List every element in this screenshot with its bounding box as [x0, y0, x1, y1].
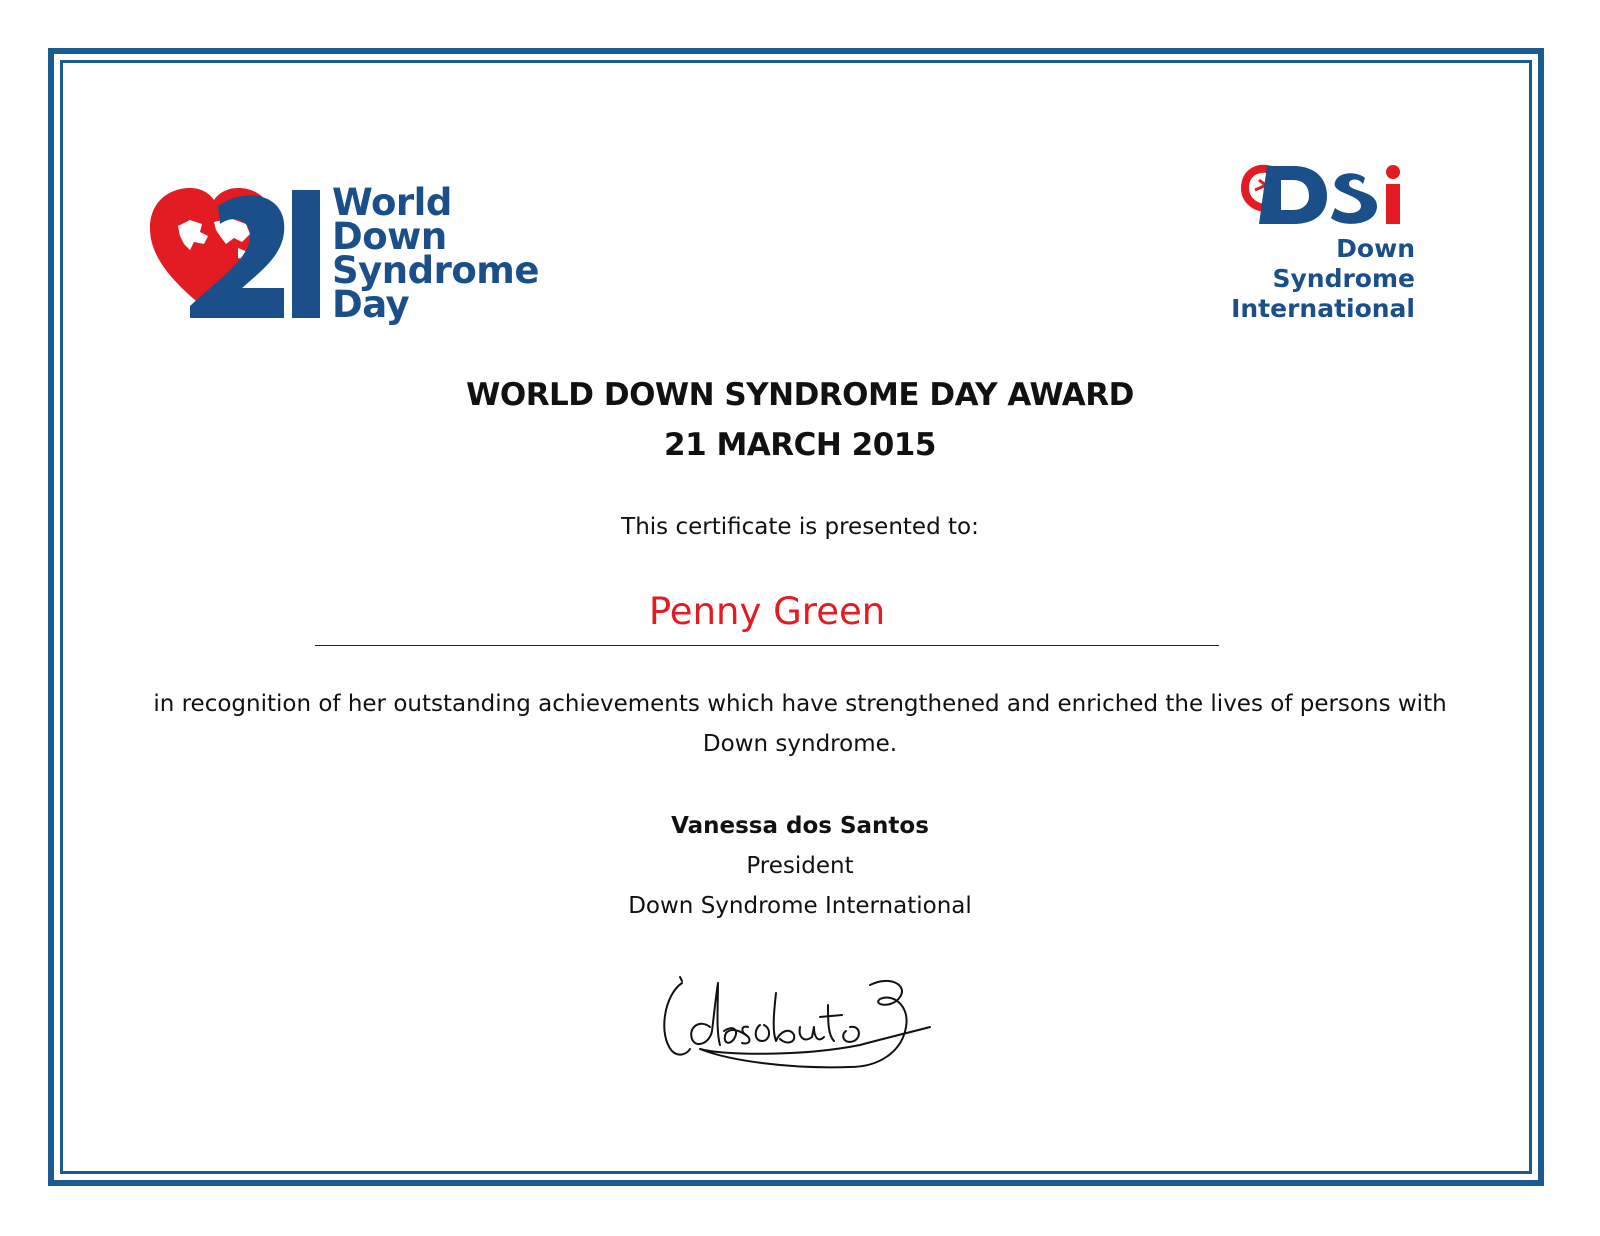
signer-organization: Down Syndrome International: [628, 893, 972, 919]
certificate-title: [60, 370, 1540, 470]
dsi-wordmark: [1231, 234, 1415, 324]
award-date: 21 MARCH 2015: [664, 427, 936, 463]
recognition-text: in recognition of her outstanding achievements which have strengthened and enriched the lives of persons with Down syndrome.: [153, 691, 1447, 757]
heart-world-map-logo-icon: [150, 186, 330, 326]
presented-to-label: This certificate is presented to:: [621, 514, 979, 540]
dsi-logo: [1215, 160, 1415, 330]
wdsd-line-2: Down: [332, 215, 447, 258]
award-title: WORLD DOWN SYNDROME DAY AWARD: [466, 377, 1134, 413]
recipient-name: Penny Green: [648, 590, 886, 633]
dsi-globe-logo-icon: [1215, 160, 1415, 232]
signer-role: President: [746, 853, 854, 879]
wdsd-line-3: Syndrome: [332, 249, 539, 292]
signer-block: [60, 806, 1540, 926]
wdsd-wordmark: [332, 181, 539, 326]
dsi-line-1: Down: [1336, 234, 1415, 263]
recipient-underline: [315, 645, 1219, 646]
wdsd-line-4: Day: [332, 283, 410, 326]
wdsd-line-1: World: [332, 181, 452, 224]
signer-name: Vanessa dos Santos: [671, 813, 929, 839]
dsi-line-3: International: [1231, 294, 1415, 323]
handwritten-signature: [660, 975, 940, 1095]
dsi-line-2: Syndrome: [1272, 264, 1415, 293]
wdsd-logo: [150, 181, 540, 336]
